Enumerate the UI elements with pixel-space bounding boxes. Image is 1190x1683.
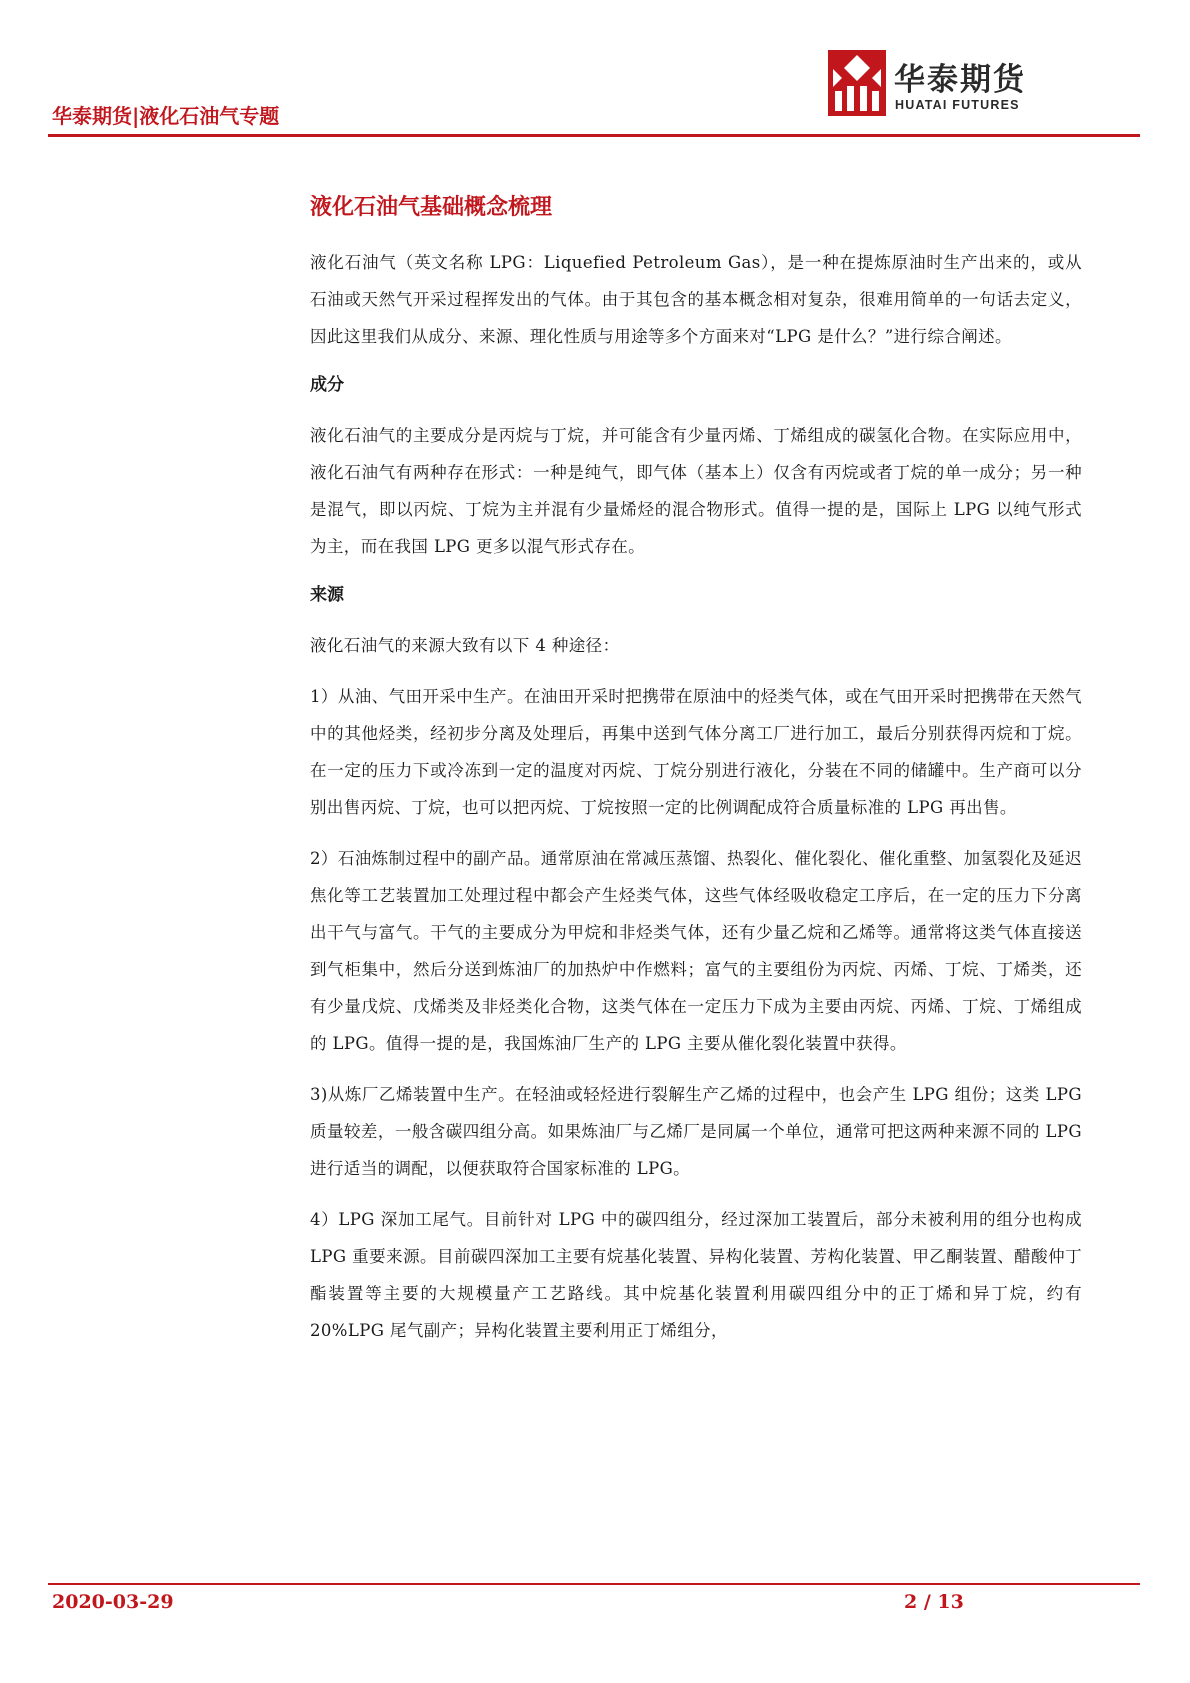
subheading-composition: 成分 bbox=[310, 375, 344, 395]
section-title: 液化石油气基础概念梳理 bbox=[310, 195, 553, 220]
footer-date: 2020-03-29 bbox=[52, 1591, 174, 1613]
source-item-1: 1）从油、气田开采中生产。在油田开采时把携带在原油中的烃类气体，或在气田开采时把携带在天然气中的其他烃类，经初步分离及处理后，再集中送到气体分离工厂进行加工，最后分别获得丙烷和丁烷。在一定的压力下或冷冻到一定的温度对丙烷、丁烷分别进行液化，分装在不同的储罐中。生产商可以分别出售丙烷、丁烷，也可以把丙烷、丁烷按照一定的比例调配成符合质量标准的 LPG 再出售。 bbox=[310, 687, 1082, 817]
huatai-logo-icon bbox=[828, 50, 886, 116]
subheading-source: 来源 bbox=[310, 585, 344, 605]
source-item-4: 4）LPG 深加工尾气。目前针对 LPG 中的碳四组分，经过深加工装置后，部分未被利用的组分也构成 LPG 重要来源。目前碳四深加工主要有烷基化装置、异构化装置、芳构化装置、甲乙酮装置、醋酸仲丁酯装置等主要的大规模量产工艺路线。其中烷基化装置利用碳四组分中的正丁烯和异丁烷，约有 20%LPG 尾气副产；异构化装置主要利用正丁烯组分， bbox=[310, 1210, 1082, 1340]
brand-logo bbox=[828, 50, 1068, 122]
article-body bbox=[310, 192, 1082, 1363]
source-item-2: 2）石油炼制过程中的副产品。通常原油在常减压蒸馏、热裂化、催化裂化、催化重整、加氢裂化及延迟焦化等工艺装置加工处理过程中都会产生烃类气体，这些气体经吸收稳定工序后，在一定的压力下分离出干气与富气。干气的主要成分为甲烷和非烃类气体，还有少量乙烷和乙烯等。通常将这类气体直接送到气柜集中，然后分送到炼油厂的加热炉中作燃料；富气的主要组份为丙烷、丙烯、丁烷、丁烯类，还有少量戊烷、戊烯类及非烃类化合物，这类气体在一定压力下成为主要由丙烷、丙烯、丁烷、丁烯组成的 LPG。值得一提的是，我国炼油厂生产的 LPG 主要从催化裂化装置中获得。 bbox=[310, 849, 1082, 1053]
header-divider bbox=[48, 134, 1140, 137]
composition-paragraph: 液化石油气的主要成分是丙烷与丁烷，并可能含有少量丙烯、丁烯组成的碳氢化合物。在实际应用中，液化石油气有两种存在形式：一种是纯气，即气体（基本上）仅含有丙烷或者丁烷的单一成分；另一种是混气，即以丙烷、丁烷为主并混有少量烯烃的混合物形式。值得一提的是，国际上 LPG 以纯气形式为主，而在我国 LPG 更多以混气形式存在。 bbox=[310, 426, 1082, 556]
footer-divider bbox=[48, 1583, 1140, 1585]
source-item-3: 3)从炼厂乙烯装置中生产。在轻油或轻烃进行裂解生产乙烯的过程中，也会产生 LPG 组份；这类 LPG 质量较差，一般含碳四组分高。如果炼油厂与乙烯厂是同属一个单位，通常可把这两种来源不同的 LPG 进行适当的调配，以便获取符合国家标准的 LPG。 bbox=[310, 1085, 1082, 1178]
source-intro-paragraph: 液化石油气的来源大致有以下 4 种途径： bbox=[310, 636, 620, 655]
report-header-label: 华泰期货|液化石油气专题 bbox=[52, 104, 280, 128]
brand-name-cn: 华泰期货 bbox=[894, 62, 1026, 98]
brand-name-en: HUATAI FUTURES bbox=[895, 98, 1020, 112]
intro-paragraph: 液化石油气（英文名称 LPG：Liquefied Petroleum Gas），是一种在提炼原油时生产出来的，或从石油或天然气开采过程挥发出的气体。由于其包含的基本概念相对复杂，很难用简单的一句话去定义，因此这里我们从成分、来源、理化性质与用途等多个方面来对“LPG 是什么？”进行综合阐述。 bbox=[310, 253, 1082, 346]
page-number: 2 / 13 bbox=[904, 1591, 964, 1613]
